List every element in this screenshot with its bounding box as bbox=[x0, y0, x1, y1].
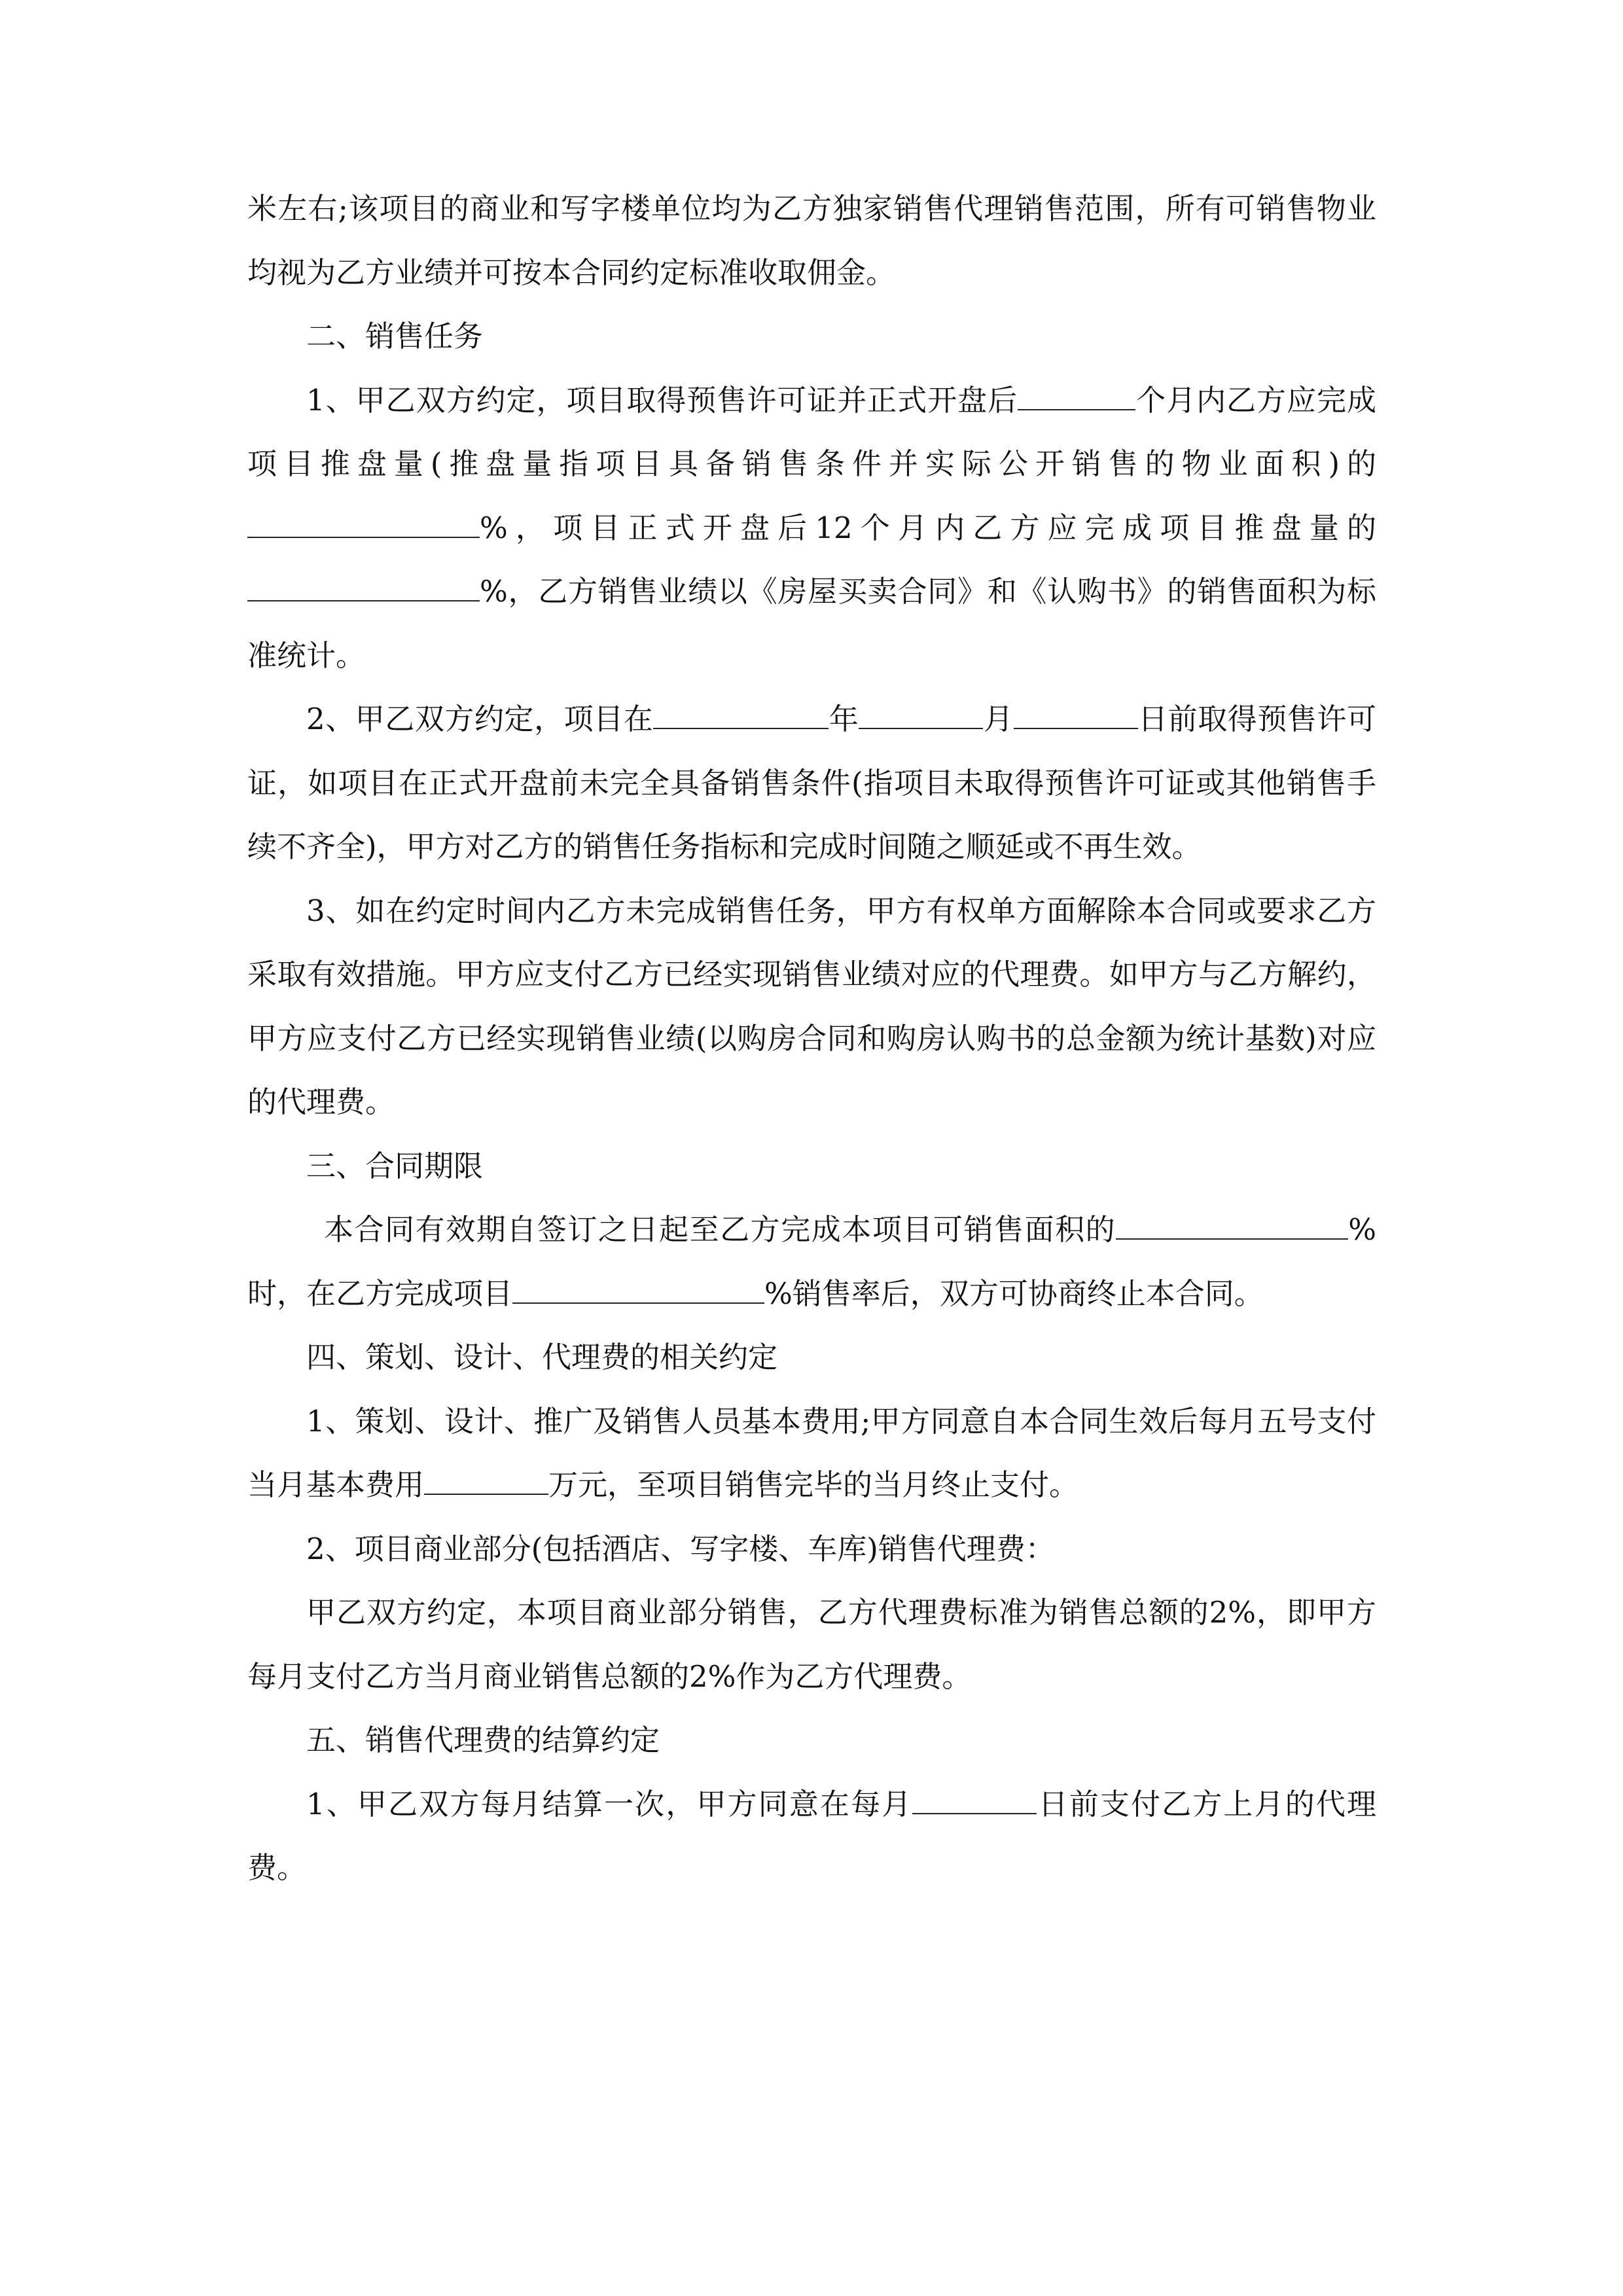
paragraph-basic-fees bbox=[247, 1390, 1376, 1517]
heading-sales-tasks: 二、销售任务 bbox=[306, 319, 484, 353]
text-segment: 日前取得预售许可证，如项目在正式开盘前未完全具备销售条件(指项目未取得预售许可证或其他销售手续不齐全)，甲方对乙方的销售任务指标和完成时间随之顺延或不再生效。 bbox=[247, 702, 1376, 864]
paragraph-sales-task-3: 3、如在约定时间内乙方未完成销售任务，甲方有权单方面解除本合同或要求乙方采取有效措施。甲方应支付乙方已经实现销售业绩对应的代理费。如甲方与乙方解约，甲方应支付乙方已经实现销售业绩(以购房合同和购房认购书的总金额为统计基数)对应的代理费。 bbox=[247, 893, 1376, 1119]
text-segment: 2、甲乙双方约定，项目在 bbox=[306, 702, 654, 736]
text-segment: 年 bbox=[829, 702, 859, 736]
text-segment: 1、策划、设计、推广及销售人员基本费用;甲方同意自本合同生效后每月五号支付当月基本费用 bbox=[247, 1403, 1376, 1502]
paragraph-contract-term bbox=[247, 1198, 1376, 1325]
blank-percent-2 bbox=[247, 600, 480, 601]
blank-year bbox=[653, 727, 829, 729]
blank-sales-rate bbox=[512, 1302, 764, 1304]
paragraph-settlement-1 bbox=[247, 1772, 1376, 1900]
text-segment: 1、甲乙双方每月结算一次，甲方同意在每月 bbox=[306, 1786, 913, 1821]
text-segment: %销售率后，双方可协商终止本合同。 bbox=[764, 1276, 1264, 1311]
text-segment: %，项目正式开盘后12个月内乙方应完成项目推盘量的 bbox=[480, 510, 1376, 545]
paragraph-commercial-fee: 2、项目商业部分(包括酒店、写字楼、车库)销售代理费： bbox=[306, 1531, 1055, 1566]
text-segment: 个月内乙方应完成项目推盘量(推盘量指项目具备销售条件并实际公开销售的物业面积)的 bbox=[247, 382, 1376, 481]
text-segment: 1、甲乙双方约定，项目取得预售许可证并正式开盘后 bbox=[306, 382, 1018, 418]
text-segment: 月 bbox=[983, 702, 1014, 736]
blank-amount bbox=[424, 1493, 548, 1495]
text-segment: 本合同有效期自签订之日起至乙方完成本项目可销售面积的 bbox=[324, 1212, 1116, 1247]
heading-contract-term: 三、合同期限 bbox=[306, 1148, 484, 1183]
paragraph-sales-task-1 bbox=[247, 368, 1376, 688]
blank-month bbox=[859, 727, 983, 729]
blank-area-percent bbox=[1116, 1238, 1348, 1240]
heading-agency-fees: 四、策划、设计、代理费的相关约定 bbox=[306, 1340, 778, 1374]
paragraph-section1-tail: 米左右;该项目的商业和写字楼单位均为乙方独家销售代理销售范围，所有可销售物业均视为乙方业绩并可按本合同约定标准收取佣金。 bbox=[247, 191, 1376, 290]
text-segment: %，乙方销售业绩以《房屋买卖合同》和《认购书》的销售面积为标准统计。 bbox=[247, 574, 1376, 673]
paragraph-commercial-fee-detail: 甲乙双方约定，本项目商业部分销售，乙方代理费标准为销售总额的2%，即甲方每月支付乙方当月商业销售总额的2%作为乙方代理费。 bbox=[247, 1595, 1376, 1694]
paragraph-sales-task-2 bbox=[247, 687, 1376, 879]
blank-months bbox=[1018, 408, 1135, 410]
blank-day bbox=[1014, 727, 1138, 729]
blank-percent-1 bbox=[247, 536, 480, 538]
contract-body bbox=[247, 177, 1376, 1900]
text-segment: %时，在乙方完成项目 bbox=[247, 1212, 1376, 1311]
blank-pay-day bbox=[912, 1812, 1037, 1814]
heading-settlement: 五、销售代理费的结算约定 bbox=[306, 1723, 660, 1757]
text-segment: 日前支付乙方上月的代理费。 bbox=[247, 1786, 1376, 1885]
text-segment: 万元，至项目销售完毕的当月终止支付。 bbox=[548, 1467, 1079, 1502]
